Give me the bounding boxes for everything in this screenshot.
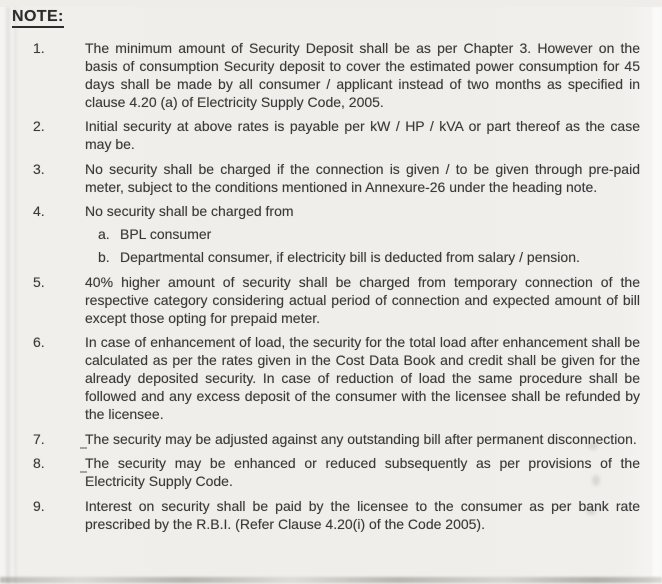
note-body (85, 333, 640, 423)
note-number: 4. (33, 203, 45, 219)
subitem-text: BPL consumer (120, 226, 212, 242)
note-number: 7. (33, 430, 45, 447)
note-number: 9. (33, 497, 45, 514)
subitem-label: b. (98, 249, 110, 265)
note-body (85, 117, 640, 153)
note-body (85, 273, 640, 327)
note-text: No security shall be charged from (85, 203, 294, 219)
scanned-document-page (0, 7, 662, 584)
note-item (33, 160, 662, 196)
note-item (33, 273, 662, 327)
note-item (33, 39, 662, 111)
note-item (33, 117, 662, 153)
note-number: 3. (33, 160, 45, 177)
note-item (33, 497, 662, 533)
note-body (85, 497, 640, 533)
subitem-label: a. (98, 226, 110, 242)
note-heading: NOTE: (12, 8, 64, 28)
note-number: 6. (33, 334, 45, 350)
note-body (85, 202, 640, 266)
note-item (33, 454, 662, 490)
note-text: Initial security at above rates is payable per kW / HP / kVA or part thereof as the case may be. (85, 118, 640, 152)
note-body (85, 454, 640, 490)
note-number: 1. (33, 39, 45, 56)
note-subitems (98, 225, 640, 266)
note-item (33, 202, 662, 266)
note-item (33, 333, 662, 423)
scan-bottom-edge-artifact (0, 577, 662, 583)
note-text: The security may be adjusted against any outstanding bill after permanent disconnection. (85, 430, 637, 447)
note-body (85, 39, 640, 111)
subitem-text: Departmental consumer, if electricity bill is deducted from salary / pension. (120, 249, 580, 265)
note-text: In case of enhancement of load, the security for the total load after enhancement shall be calculated as per the rates given in the Cost Data Book and credit shall be given for the already deposited security. In case of reduction of load the same procedure shall be followed and any excess deposit of the consumer with the licensee shall be refunded by the licensee. (85, 334, 640, 422)
note-body (85, 430, 640, 448)
note-number: 5. (33, 273, 45, 290)
note-text: The minimum amount of Security Deposit shall be as per Chapter 3. However on the basis of consumption Security deposit to cover the estimated power consumption for 45 days shall be made by all consumer / applicant instead of two months as specified in clause 4.20 (a) of Electricity Supply Code, 2005. (85, 39, 640, 110)
note-body (85, 160, 640, 196)
subitem (98, 225, 640, 243)
note-number: 8. (33, 455, 45, 471)
note-text: No security shall be charged if the connection is given / to be given through pre-paid meter, subject to the conditions mentioned in Annexure-26 under the heading note. (85, 160, 640, 195)
subitem (98, 248, 640, 266)
notes-list (0, 39, 662, 533)
note-number: 2. (33, 118, 45, 134)
note-text: Interest on security shall be paid by the licensee to the consumer as per bank rate prescribed by the R.B.I. (Refer Clause 4.20(i) of the Code 2005). (85, 497, 640, 532)
page-title (12, 7, 662, 27)
note-text: The security may be enhanced or reduced subsequently as per provisions of the Electricity Supply Code. (85, 455, 640, 489)
note-item (33, 430, 662, 448)
note-text: 40% higher amount of security shall be charged from temporary connection of the respective category considering actual period of connection and expected amount of bill except those opting for prepaid meter. (85, 273, 640, 326)
